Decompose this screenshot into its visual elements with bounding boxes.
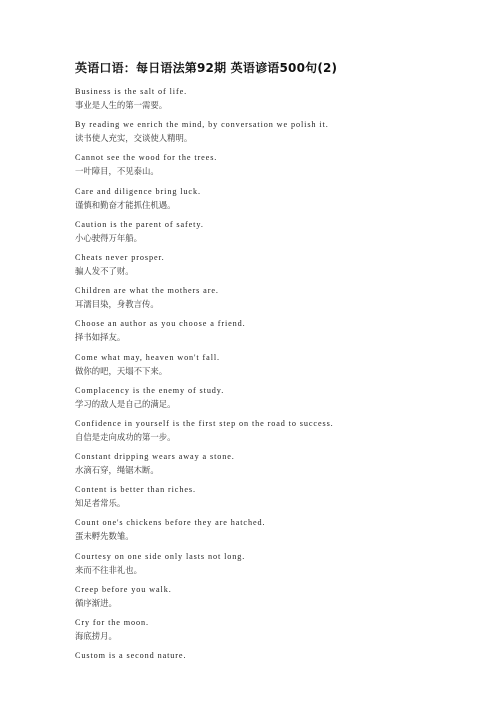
- proverb-english: Count one's chickens before they are hatched.: [75, 518, 266, 528]
- proverb-chinese: 水滴石穿，绳锯木断。: [75, 465, 159, 476]
- proverb-english: By reading we enrich the mind, by conversation we polish it.: [75, 120, 329, 130]
- proverb-entry: [75, 650, 475, 683]
- proverb-chinese: 知足者常乐。: [75, 498, 126, 509]
- proverb-chinese: 循序渐进。: [75, 597, 117, 608]
- proverb-entry: [75, 285, 475, 318]
- proverb-chinese: 读书使人充实，交谈使人精明。: [75, 133, 193, 144]
- proverb-entry: [75, 152, 475, 185]
- proverb-chinese: 学习的敌人是自己的满足。: [75, 398, 176, 409]
- proverb-entry: [75, 418, 475, 451]
- proverb-chinese: 骗人发不了财。: [75, 265, 134, 276]
- proverb-english: Complacency is the enemy of study.: [75, 385, 225, 395]
- proverb-chinese: 事业是人生的第一需要。: [75, 100, 168, 110]
- proverb-entry: [75, 484, 475, 517]
- proverb-entry: [75, 584, 475, 617]
- proverb-english: Business is the salt of life.: [75, 87, 188, 96]
- proverb-entry: [75, 86, 475, 119]
- proverb-english: Custom is a second nature.: [75, 651, 187, 661]
- proverb-english: Children are what the mothers are.: [75, 286, 219, 296]
- proverb-entry: [75, 119, 475, 152]
- proverb-list: [75, 86, 475, 683]
- proverb-english: Cannot see the wood for the trees.: [75, 153, 218, 163]
- proverb-entry: [75, 617, 475, 650]
- proverb-chinese: 蛋未孵先数雏。: [75, 531, 134, 542]
- proverb-english: Creep before you walk.: [75, 584, 172, 594]
- proverb-entry: [75, 517, 475, 550]
- proverb-entry: [75, 551, 475, 584]
- proverb-english: Courtesy on one side only lasts not long.: [75, 551, 246, 561]
- proverb-chinese: 海底捞月。: [75, 631, 117, 641]
- proverb-entry: [75, 219, 475, 252]
- proverb-entry: [75, 318, 475, 351]
- proverb-chinese: 耳濡目染，身教言传。: [75, 299, 159, 310]
- proverb-english: Care and diligence bring luck.: [75, 186, 201, 196]
- proverb-entry: [75, 186, 475, 219]
- proverb-entry: [75, 385, 475, 418]
- proverb-english: Cry for the moon.: [75, 618, 149, 627]
- proverb-english: Content is better than riches.: [75, 485, 196, 495]
- proverb-entry: [75, 252, 475, 285]
- proverb-english: Cheats never prosper.: [75, 252, 165, 262]
- proverb-english: Caution is the parent of safety.: [75, 219, 204, 229]
- proverb-chinese: 来而不往非礼也。: [75, 564, 142, 575]
- proverb-chinese: 自信是走向成功的第一步。: [75, 431, 176, 442]
- proverb-english: Confidence in yourself is the first step on the road to success.: [75, 418, 334, 428]
- proverb-english: Choose an author as you choose a friend.: [75, 319, 246, 329]
- proverb-chinese: 做你的吧，天塌不下来。: [75, 365, 168, 376]
- proverb-english: Constant dripping wears away a stone.: [75, 452, 235, 462]
- proverb-chinese: 一叶障目，不见泰山。: [75, 166, 159, 177]
- proverb-english: Come what may, heaven won't fall.: [75, 352, 221, 362]
- proverb-chinese: 谨慎和勤奋才能抓住机遇。: [75, 199, 176, 210]
- proverb-chinese: 择书如择友。: [75, 332, 126, 343]
- page-title: 英语口语：每日语法第92期 英语谚语500句(2): [75, 61, 338, 75]
- proverb-entry: [75, 352, 475, 385]
- proverb-entry: [75, 451, 475, 484]
- proverb-chinese: 小心驶得万年船。: [75, 232, 142, 243]
